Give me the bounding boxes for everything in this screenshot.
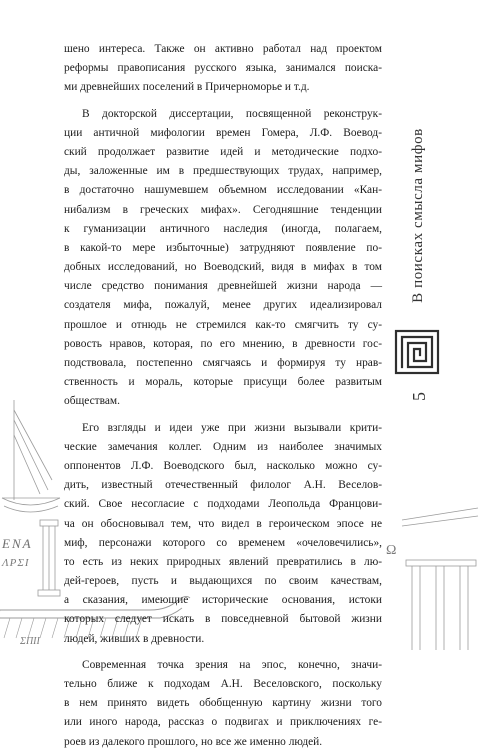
- text-line: подствовала, постепенно смягчаясь и формируя ту нрав-: [64, 357, 382, 369]
- text-line: ский продолжает развитие идей и методические подхо-: [64, 145, 382, 158]
- text-line: нибализм в греческих мифах». Сегодняшние тенденции: [64, 203, 382, 216]
- page-number-text: 5: [408, 391, 429, 401]
- body-text: [64, 40, 382, 752]
- text-line: ции античной мифологии времен Гомера, Л.Ф. Воевод-: [64, 126, 382, 139]
- paragraph: [64, 656, 382, 752]
- paragraph: [64, 40, 382, 98]
- text-line: которых следует искать в повседневной бытовой жизни: [64, 613, 382, 626]
- running-header-title: [400, 120, 436, 310]
- text-line: людей, живших в древности.: [64, 632, 205, 645]
- text-line: реформы правописания русского языка, занимался поиска-: [64, 62, 382, 75]
- text-line: оппонентов Л.Ф. Воеводского был, насколько можно су-: [64, 459, 382, 472]
- text-line: миф, персонажи которого со временем «очеловечились»,: [64, 536, 382, 549]
- text-line: дей-героев, пусть и выдающихся по своим качествам,: [64, 575, 382, 588]
- engraving-omega-letter: Ω: [386, 543, 397, 558]
- text-line: ровость нравов, которая, по его мнению, в древности гос-: [64, 337, 382, 350]
- text-line: числе средство понимания древнейшей жизни народа —: [64, 280, 382, 293]
- text-line: в какой-то мере избыточные) затрудняют появление по-: [64, 241, 382, 254]
- text-line: или иного народа, рассказ о подвигах и приключениях ге-: [64, 716, 382, 729]
- engraving-letters-bottom: ΣΠΙΙ: [20, 636, 40, 647]
- page-number: [404, 383, 434, 409]
- text-line: В докторской диссертации, посвященной реконструк-: [82, 107, 382, 120]
- text-line: обществам.: [64, 395, 120, 408]
- text-line: в достаточно нашумевшем объемном исследовании «Кан-: [64, 184, 382, 197]
- text-line: к гуманизации античного наследия (иногда, полагаем,: [64, 222, 382, 235]
- text-line: добных исследований, но Воеводский, видя в мифах в том: [64, 261, 382, 274]
- greek-meander-ornament: [394, 329, 440, 375]
- text-line: создателя мифа, пожалуй, менее других идеализировал: [64, 299, 382, 312]
- text-line: в нем принято видеть обобщенную картину жизни того: [64, 697, 382, 710]
- engraving-letters-top: ENA: [2, 536, 33, 551]
- text-line: роев из далекого прошлого, но все же именно людей.: [64, 735, 323, 748]
- text-line: Его взгляды и идеи уже при жизни вызывали крити-: [82, 421, 382, 434]
- text-line: ский. Свое несогласие с подходами Леопольда Францови-: [64, 498, 382, 511]
- temple-column-engraving: [382, 500, 480, 650]
- running-header-text: В поисках смысла мифов: [409, 127, 426, 303]
- text-line: ды, заложенные им в предшествующих трудах, например,: [64, 165, 382, 178]
- paragraph: [64, 105, 382, 412]
- text-line: то есть из неких природных явлений превратились в лю-: [64, 555, 382, 568]
- text-line: Современная точка зрения на эпос, конечно, значи-: [82, 658, 382, 671]
- text-line: ственность и мораль, которые присущи более развитым: [64, 376, 382, 389]
- text-line: дить, известный отечественный филолог А.Н. Веселов-: [64, 479, 382, 492]
- text-line: а сказания, имеющие исторические основания, истоки: [64, 594, 382, 607]
- engraving-letters-middle: ΛΡΣΙ: [2, 557, 30, 569]
- text-line: ми древнейших поселений в Причерноморье и т.д.: [64, 81, 310, 94]
- paragraph: [64, 419, 382, 649]
- text-line: ча он обосновывал тем, что видел в героическом эпосе не: [64, 517, 382, 530]
- text-line: прошлое и отнюдь не стремился как-то смягчить ту су-: [64, 318, 382, 331]
- text-line: шено интереса. Также он активно работал над проектом: [64, 43, 382, 55]
- text-line: ческие замечания коллег. Одним из наиболее значимых: [64, 440, 382, 453]
- text-line: тельно ближе к подходам А.Н. Веселовского, поскольку: [64, 678, 382, 690]
